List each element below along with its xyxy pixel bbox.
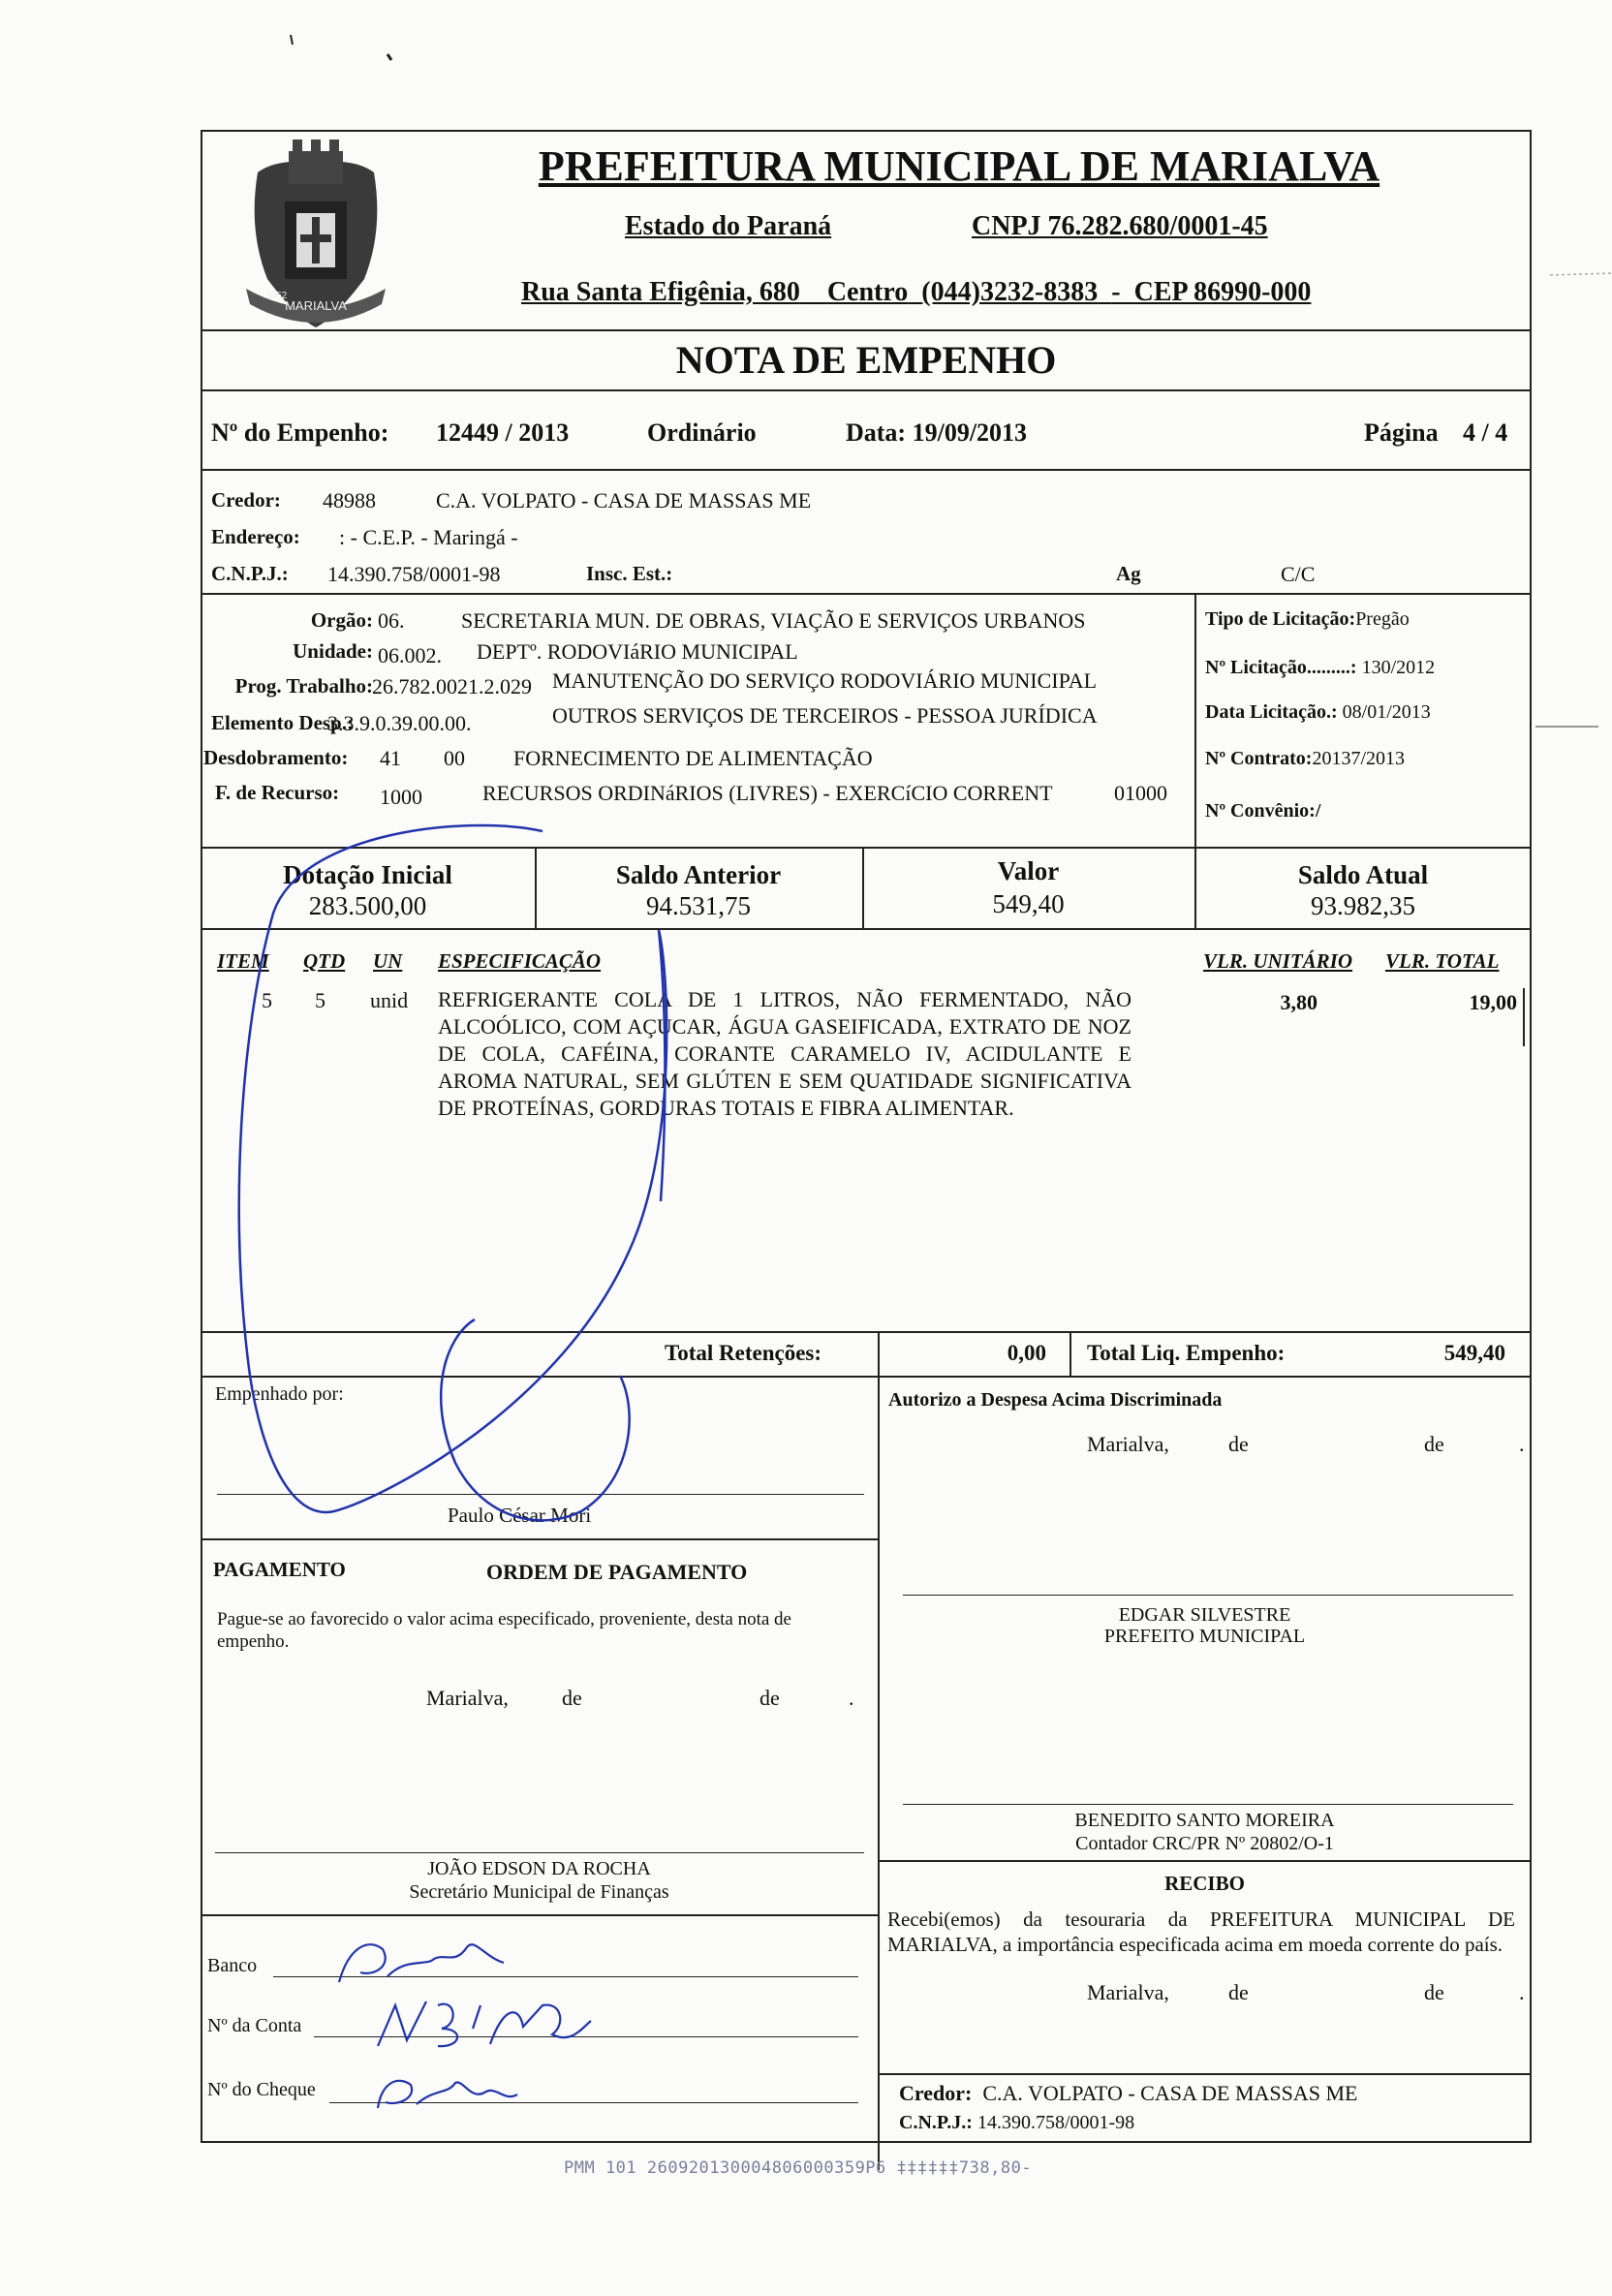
divider	[201, 1331, 1532, 1333]
col-espec-header: ESPECIFICAÇÃO	[438, 949, 602, 973]
orgao-label: Orgão:	[310, 608, 373, 632]
desdobramento-code2: 00	[444, 746, 465, 770]
divider	[201, 1914, 878, 1916]
header-sep: -	[1111, 277, 1121, 307]
signature-line	[903, 1804, 1513, 1805]
header-cep: CEP 86990-000	[1133, 277, 1312, 307]
elemento-name: OUTROS SERVIÇOS DE TERCEIROS - PESSOA JURÍDICA	[552, 703, 1098, 728]
scan-mark	[388, 54, 391, 60]
row-unit-value: 3,80	[1280, 990, 1318, 1014]
valor-label: Valor	[997, 856, 1060, 885]
endereco-value: : - C.E.P. - Maringá -	[339, 525, 518, 549]
divider	[201, 329, 1532, 331]
header-district: Centro	[826, 277, 909, 307]
ag-label: Ag	[1116, 562, 1141, 585]
scan-mark	[1550, 273, 1612, 275]
numero-licitacao	[1205, 657, 1435, 679]
contador-name: BENEDITO SANTO MOREIRA	[1074, 1810, 1335, 1831]
row-item: 5	[262, 988, 272, 1012]
orgao-code: 06.	[378, 608, 405, 633]
divider	[1523, 988, 1525, 1046]
row-un: unid	[370, 988, 409, 1012]
col-qtd-header: QTD	[303, 949, 346, 973]
saldo-anterior-value: 94.531,75	[646, 891, 751, 920]
empenhado-name: Paulo César Mori	[448, 1504, 592, 1527]
credor-name: C.A. VOLPATO - CASA DE MASSAS ME	[436, 488, 812, 512]
unidade-name: DEPTº. RODOVIáRIO MUNICIPAL	[477, 639, 798, 664]
recibo-city: Marialva,	[1087, 1980, 1169, 2004]
municipal-crest-icon	[238, 134, 393, 337]
recibo-de2: de	[1424, 1980, 1444, 2004]
document-title: NOTA DE EMPENHO	[675, 338, 1057, 382]
prog-label: Prog. Trabalho:	[234, 674, 373, 698]
dotacao-label: Dotação Inicial	[283, 860, 452, 889]
unidade-label: Unidade:	[293, 639, 373, 663]
header-cnpj: CNPJ 76.282.680/0001-45	[972, 211, 1268, 241]
desdobramento-label: Desdobramento:	[203, 746, 349, 769]
cheque-label: Nº do Cheque	[207, 2079, 316, 2100]
credor-label: Credor:	[211, 488, 281, 512]
autorizo-de2: de	[1424, 1432, 1444, 1456]
row-especificacao: REFRIGERANTE COLA DE 1 LITROS, NÃO FERMENTADO, NÃO ALCOÓLICO, COM AÇUCAR, ÁGUA GASEIFICADA, EXTRATO DE NOZ DE COLA, CAFÉINA, CORANTE CARAMELO IV, ACIDULANTE E AROMA NATURAL, SEM GLÚTEN E SEM QUATIDADE SIGNIFICATIVA DE PROTEÍNAS, GORDURAS TOTAIS E FIBRA ALIMENTAR.	[438, 987, 1132, 1120]
secretario-name: JOÃO EDSON DA ROCHA	[427, 1858, 651, 1879]
tipo-licitacao-value: Pregão	[1355, 608, 1410, 630]
secretario-role: Secretário Municipal de Finanças	[409, 1881, 669, 1903]
autorizo-label: Autorizo a Despesa Acima Discriminada	[888, 1389, 1223, 1411]
recibo-cnpj	[899, 2112, 1134, 2134]
header-phone: (044)3232-8383	[921, 277, 1099, 307]
convenio-label: Nº Convênio:/	[1205, 800, 1321, 822]
divider	[201, 593, 1532, 595]
saldo-anterior-label: Saldo Anterior	[615, 860, 782, 889]
divider	[878, 1376, 880, 2170]
divider	[878, 1860, 1532, 1862]
header-title: PREFEITURA MUNICIPAL DE MARIALVA	[538, 142, 1380, 190]
contrato-label: Nº Contrato:	[1205, 748, 1313, 769]
data-licitacao	[1205, 701, 1431, 724]
total-liq-label: Total Liq. Empenho:	[1087, 1341, 1286, 1365]
desdobramento-code1: 41	[380, 746, 401, 770]
fonte-extra: 01000	[1114, 781, 1167, 805]
empenho-number: 12449 / 2013	[436, 419, 570, 447]
pagamento-city: Marialva,	[426, 1686, 509, 1710]
prog-code: 26.782.0021.2.029	[372, 674, 532, 698]
empenho-label: Nº do Empenho:	[211, 419, 389, 447]
svg-text:1952: 1952	[265, 291, 288, 301]
ordem-pagamento-label: ORDEM DE PAGAMENTO	[486, 1560, 748, 1584]
contrato	[1205, 748, 1405, 770]
micr-line: PMM 101 260920130004806000359P6 ‡‡‡‡‡‡738,80-	[564, 2158, 1033, 2178]
svg-text:MARIALVA: MARIALVA	[285, 298, 347, 313]
recibo-credor-label: Credor:	[899, 2081, 973, 2105]
unidade-code: 06.002.	[378, 643, 442, 667]
numero-licitacao-value: 130/2012	[1361, 657, 1436, 678]
col-item-header: ITEM	[217, 949, 269, 973]
divider	[1194, 593, 1196, 847]
endereco-label: Endereço:	[211, 525, 300, 548]
divider	[201, 847, 1532, 849]
fonte-name: RECURSOS ORDINáRIOS (LIVRES) - EXERCíCIO CORRENT	[482, 781, 1053, 805]
divider	[1070, 1331, 1071, 1376]
orgao-name: SECRETARIA MUN. DE OBRAS, VIAÇÃO E SERVIÇOS URBANOS	[461, 608, 1086, 633]
elemento-code: 3.3.9.0.39.00.00.	[327, 711, 472, 735]
insc-label: Insc. Est.:	[586, 562, 673, 585]
fonte-label: F. de Recurso:	[215, 781, 340, 804]
col-un-header: UN	[373, 949, 403, 973]
pagamento-de1: de	[562, 1686, 582, 1710]
divider	[878, 1331, 880, 1376]
credor-code: 48988	[323, 488, 376, 512]
numero-licitacao-label: Nº Licitação.........:	[1205, 657, 1357, 678]
recibo-credor-value: C.A. VOLPATO - CASA DE MASSAS ME	[982, 2081, 1358, 2105]
desdobramento-name: FORNECIMENTO DE ALIMENTAÇÃO	[513, 746, 873, 770]
cc-label: C/C	[1281, 562, 1316, 586]
data-licitacao-value: 08/01/2013	[1342, 701, 1431, 723]
valor-value: 549,40	[992, 889, 1065, 918]
recibo-title: RECIBO	[1164, 1872, 1245, 1895]
pagamento-text: Pague-se ao favorecido o valor acima especificado, proveniente, desta nota de empenho.	[217, 1609, 791, 1652]
recibo-dot: .	[1519, 1980, 1525, 2004]
divider	[201, 1376, 1532, 1378]
cheque-line	[329, 2102, 858, 2103]
prefeito-role: PREFEITO MUNICIPAL	[1103, 1626, 1306, 1647]
divider	[878, 2073, 1532, 2075]
retencoes-label: Total Retenções:	[665, 1341, 822, 1365]
recibo-de1: de	[1228, 1980, 1249, 2004]
autorizo-city: Marialva,	[1087, 1432, 1169, 1456]
contrato-value: 20137/2013	[1312, 748, 1406, 769]
conta-line	[314, 2036, 858, 2037]
banco-line	[273, 1976, 858, 1977]
empenho-type: Ordinário	[647, 419, 757, 447]
divider	[201, 469, 1532, 471]
signature-line	[217, 1494, 864, 1495]
autorizo-dot: .	[1519, 1432, 1525, 1456]
pagamento-dot: .	[849, 1686, 854, 1710]
elemento-label: Elemento Desp.:	[211, 711, 354, 734]
divider	[201, 928, 1532, 930]
saldo-atual-value: 93.982,35	[1311, 891, 1415, 920]
divider	[201, 1538, 878, 1540]
signature-line	[903, 1595, 1513, 1596]
divider	[201, 389, 1532, 391]
cnpj-value: 14.390.758/0001-98	[327, 562, 501, 586]
banco-label: Banco	[207, 1955, 258, 1976]
recibo-credor	[899, 2081, 1358, 2106]
conta-label: Nº da Conta	[207, 2015, 302, 2036]
total-liq-value: 549,40	[1443, 1341, 1505, 1365]
tipo-licitacao	[1205, 608, 1410, 631]
cnpj-label: C.N.P.J.:	[211, 562, 289, 585]
header-street: Rua Santa Efigênia, 680	[521, 277, 800, 307]
contador-role: Contador CRC/PR Nº 20802/O-1	[1075, 1833, 1334, 1854]
recibo-cnpj-value: 14.390.758/0001-98	[976, 2112, 1135, 2133]
data-licitacao-label: Data Licitação.:	[1205, 701, 1338, 723]
tipo-licitacao-label: Tipo de Licitação:	[1205, 608, 1356, 630]
empenhado-label: Empenhado por:	[215, 1383, 344, 1405]
col-total-header: VLR. TOTAL	[1385, 949, 1500, 973]
recibo-cnpj-label: C.N.P.J.:	[899, 2112, 973, 2133]
row-qtd: 5	[315, 988, 326, 1012]
dotacao-value: 283.500,00	[308, 891, 427, 920]
recibo-text: Recebi(emos) da tesouraria da PREFEITURA MUNICIPAL DE MARIALVA, a importância especificada acima em moeda corrente do país.	[887, 1908, 1515, 1956]
signature-line	[215, 1852, 864, 1853]
page-label: Página	[1364, 419, 1439, 447]
prefeito-name: EDGAR SILVESTRE	[1118, 1604, 1291, 1626]
empenho-date: Data: 19/09/2013	[846, 419, 1028, 447]
header-state: Estado do Paraná	[625, 211, 832, 241]
pagamento-de2: de	[760, 1686, 780, 1710]
fonte-code: 1000	[380, 785, 422, 809]
row-total-value: 19,00	[1469, 990, 1517, 1014]
prog-name: MANUTENÇÃO DO SERVIÇO RODOVIÁRIO MUNICIPAL	[552, 668, 1098, 693]
retencoes-value: 0,00	[1007, 1341, 1046, 1365]
saldo-atual-label: Saldo Atual	[1297, 860, 1429, 889]
col-unit-header: VLR. UNITÁRIO	[1203, 949, 1353, 973]
header-address	[521, 277, 1311, 308]
pagamento-label: PAGAMENTO	[213, 1558, 346, 1581]
scan-mark	[291, 35, 293, 45]
autorizo-de1: de	[1228, 1432, 1249, 1456]
page-number: 4 / 4	[1463, 419, 1508, 447]
